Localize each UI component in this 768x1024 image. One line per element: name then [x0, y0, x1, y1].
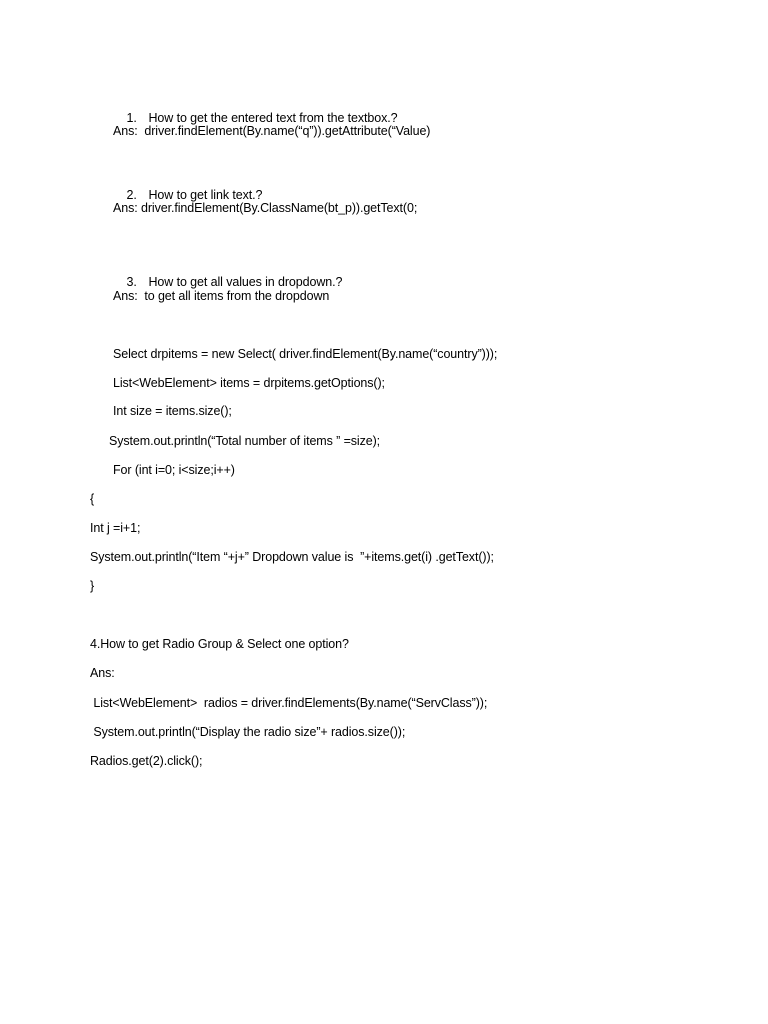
- code-line: Select drpitems = new Select( driver.findElement(By.name(“country”)));: [113, 347, 498, 361]
- code-line: System.out.println(“Total number of items ” =size);: [109, 434, 381, 448]
- code-line: System.out.println(“Item “+j+” Dropdown value is ”+items.get(i) .getText());: [90, 550, 494, 564]
- code-line: }: [90, 579, 95, 593]
- question-2-number: 2.: [126, 188, 137, 202]
- answer-4: Ans:: [90, 666, 115, 680]
- code-line: Int j =i+1;: [90, 521, 141, 535]
- code-line: Int size = items.size();: [113, 404, 232, 418]
- question-3-text: How to get all values in dropdown.?: [148, 275, 343, 289]
- code-line: {: [90, 492, 95, 506]
- question-1-number: 1.: [126, 111, 137, 125]
- question-4: 4.How to get Radio Group & Select one option?: [90, 637, 349, 651]
- answer-1: Ans: driver.findElement(By.name(“q”)).getAttribute(“Value): [113, 124, 431, 138]
- question-1-text: How to get the entered text from the textbox.?: [148, 111, 398, 125]
- code-line: System.out.println(“Display the radio size”+ radios.size());: [90, 725, 406, 739]
- code-line: List<WebElement> items = drpitems.getOptions();: [113, 376, 385, 390]
- code-line: List<WebElement> radios = driver.findElements(By.name(“ServClass”));: [90, 696, 488, 710]
- question-3-number: 3.: [126, 275, 137, 289]
- code-line: For (int i=0; i<size;i++): [113, 463, 235, 477]
- answer-3: Ans: to get all items from the dropdown: [113, 289, 330, 303]
- question-2-text: How to get link text.?: [148, 188, 263, 202]
- answer-2: Ans: driver.findElement(By.ClassName(bt_p)).getText(0;: [113, 201, 418, 215]
- code-line: Radios.get(2).click();: [90, 754, 203, 768]
